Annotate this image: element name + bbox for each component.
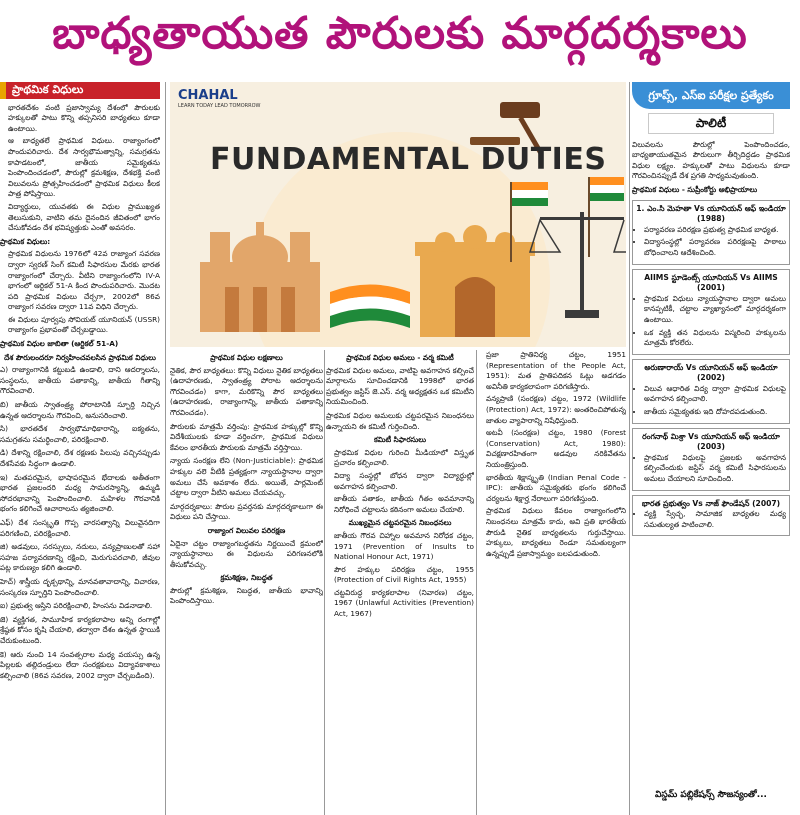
- list-item: • భారతదేశం వంటి ప్రజాస్వామ్య దేశంలో పౌరులకు హక్కులతో పాటు కొన్ని తప్పనిసరి బాధ్యతలు కూడా ఉంటాయి.: [8, 103, 160, 135]
- list-item: • ప్రాథమిక విధులు కేవలం రాజ్యాంగంలోని నిబంధనలు మాత్రమే కాదు, అవి ప్రతి భారతీయ పౌరుడి నైతిక బాధ్యతలను గుర్తుచేస్తాయి. హక్కులు, బాధ్యతలు రెండూ సమతుల్యంగా ఉన్నప్పుడే ప్రజాస్వామ్యం బలపడుతుంది.: [486, 506, 626, 559]
- list-item: • ప్రాథమిక విధులు న్యాయస్థానాల ద్వారా అమలు కానప్పటికీ, చట్టాల వ్యాఖ్యానంలో మార్గదర్శకంగా ఉంటాయి.: [644, 294, 786, 326]
- list-item: • విలువ ఆధారిత విద్య ద్వారా ప్రాథమిక విధులపై అవగాహన కల్పించాలి.: [644, 384, 786, 405]
- subheading: ప్రాథమిక విధుల జాబితా (ఆర్టికల్ 51-A): [0, 339, 119, 349]
- duty-item: డి) దేశాన్ని రక్షించాలి, దేశ రక్షణకు పిలుపు వచ్చినప్పుడు దేశసేవకు సిద్ధంగా ఉండాలి.: [0, 448, 160, 468]
- duty-item: ఎ) రాజ్యాంగానికి కట్టుబడి ఉండాలి, దాని ఆదర్శాలను, సంస్థలను, జాతీయ పతాకాన్ని, జాతీయ గీతాన్ని గౌరవించాలి.: [0, 365, 160, 396]
- paragraph: మార్గదర్శకాలు: పౌరుల ప్రవర్తనకు మార్గదర్శకాలుగా ఈ విధులు పని చేస్తాయి.: [170, 501, 323, 522]
- case-box: [632, 428, 790, 491]
- acts-list-continued: [478, 350, 626, 559]
- subheading: రాజ్యాంగ విలువల పరిరక్షణ: [207, 525, 286, 535]
- subheading: ప్రాథమిక విధులు:: [0, 236, 51, 246]
- paragraph: విలువలను పౌరుల్లో పెంపొందించడం, బాధ్యతాయుతమైన పౌరులుగా తీర్చిదిద్దడం ప్రాథమిక విధుల లక్ష్యం. హక్కులతో పాటు విధులను కూడా గౌరవించినప్పుడే దేశ ప్రగతి సాధ్యమవుతుంది.: [632, 139, 790, 181]
- recommendation-list: [326, 448, 474, 516]
- case-box: [632, 359, 790, 424]
- list-item: • ప్రాథమిక విధులపై ప్రజలకు అవగాహన కల్పించేందుకు జస్టిస్ వర్మ కమిటీ సిఫారసులను అమలు చేయాలని సూచించింది.: [644, 453, 786, 485]
- paragraph: నైతిక, పౌర బాధ్యతలు: కొన్ని విధులు నైతిక బాధ్యతలు (ఉదాహరణకు, స్వాతంత్ర్య పోరాట ఆదర్శాలను గౌరవించడం) కాగా, మరికొన్ని పౌర బాధ్యతలు (ఉదాహరణకు, రాజ్యాంగాన్ని, జాతీయ పతాకాన్ని గౌరవించడం).: [170, 365, 323, 417]
- list-item: • చట్టవిరుద్ధ కార్యకలాపాల (నివారణ) చట్టం, 1967 (Unlawful Activities (Prevention) Act, 1967): [334, 588, 474, 620]
- publisher-logo: CHAHAL LEARN TODAY LEAD TOMORROW: [178, 88, 261, 109]
- banner-illustration: [170, 82, 626, 347]
- list-item: • పర్యావరణ పరిరక్షణ ప్రభుత్వ ప్రాథమిక బాధ్యత.: [644, 225, 786, 236]
- list-item: • ప్రాథమిక విధులను 1976లో 42వ రాజ్యాంగ సవరణ ద్వారా స్వరణ్ సింగ్ కమిటీ సిఫారసుల మేరకు భారత రాజ్యాంగంలో చేర్చారు. వీటిని రాజ్యాంగంలోని IV-A భాగంలో ఆర్టికల్ 51-A కింద పొందుపరిచారు. మొదట పది ప్రాథమిక విధులు చేర్చగా, 2002లో 86వ రాజ్యాంగ సవరణ ద్వారా 11వ విధిని చేర్చారు.: [8, 249, 160, 313]
- subheading: ముఖ్యమైన చట్టపరమైన నిబంధనలు: [348, 518, 452, 528]
- duty-item: జి) అడవులు, సరస్సులు, నదులు, వన్యప్రాణులతో సహా సహజ పర్యావరణాన్ని రక్షించి, మెరుగుపరచాలి, జీవుల పట్ల కారుణ్యం కలిగి ఉండాలి.: [0, 542, 160, 573]
- middle-column-2: [326, 350, 474, 815]
- list-item: • అటవీ (సంరక్షణ) చట్టం, 1980 (Forest (Conservation) Act, 1980): విచక్షణారహితంగా అడవుల నరికివేతను నియంత్రిస్తుంది.: [486, 428, 626, 470]
- exam-special-box: గ్రూప్స్, ఎస్ఐ పరీక్షల ప్రత్యేకం: [632, 82, 790, 109]
- paragraph: న్యాయ సంరక్షణ లేని (Non-Justiciable): ప్రాథమిక హక్కుల వలె వీటికి ప్రత్యక్షంగా న్యాయస్థానాల ద్వారా అమలు చేసే అవకాశం లేదు. అయితే, పార్లమెంట్ చట్టాల ద్వారా వీటిని అమలు చేయవచ్చు.: [170, 456, 323, 498]
- subheading: క్రమశిక్షణ, నిబద్ధత: [220, 573, 273, 583]
- subheading: ప్రాథమిక విధుల అమలు - వర్మ కమిటీ: [346, 353, 454, 362]
- duty-item: సి) భారతదేశ సార్వభౌమాధికారాన్ని, ఐక్యతను, సమగ్రతను సమర్థించాలి, పరిరక్షించాలి.: [0, 424, 160, 444]
- subheading: ప్రాథమిక విధులు - సుప్రీంకోర్టు అభిప్రాయాలు: [632, 184, 758, 194]
- section-title: ప్రాథమిక విధులు: [0, 82, 160, 99]
- duty-item: హెచ్) శాస్త్రీయ దృక్పథాన్ని, మానవతావాదాన్ని, విచారణ, సంస్కరణ స్ఫూర్తిని పెంపొందించాలి.: [0, 576, 160, 597]
- column-divider: [165, 82, 166, 815]
- duty-item: జె) వ్యక్తిగత, సామూహిక కార్యకలాపాల అన్ని రంగాల్లో శ్రేష్ఠత కోసం కృషి చేయాలి, తద్వారా దేశం ఉన్నత స్థాయికి చేరుకుంటుంది.: [0, 614, 160, 645]
- list-item: • జాతీయ సమైక్యతకు ఇది దోహదపడుతుంది.: [644, 407, 786, 418]
- credit-line: విస్డమ్ పబ్లికేషన్స్ సౌజన్యంతో...: [655, 790, 767, 800]
- acts-list: [326, 531, 474, 620]
- subheading-intro: దేశ పౌరులందరూ నిర్వహించవలసిన ప్రాథమిక విధులు: [4, 352, 156, 362]
- paragraph: పౌరులకు మాత్రమే వర్తింపు: ప్రాథమిక హక్కుల్లో కొన్ని విదేశీయులకు కూడా వర్తించగా, ప్రాథమిక విధులు కేవలం భారతీయ పౌరులకు మాత్రమే వర్తిస్తాయి.: [170, 421, 323, 452]
- list-item: • ఆ బాధ్యతలే ప్రాథమిక విధులు. రాజ్యాంగంలో పొందుపరిచారు. దేశ సార్వభౌమత్వాన్ని, సమగ్రతను కాపాడటంలో, జాతీయ సమైక్యతను పెంపొందించడంలో, పౌరుల్లో క్రమశిక్షణ, దేశభక్తి వంటి విలువలను ప్రోత్సహించడంలో ప్రాథమిక విధులు కీలక పాత్ర పోషిస్తాయి.: [8, 136, 160, 200]
- duty-item: ఎఫ్) దేశ సంస్కృతి గొప్ప వారసత్వాన్ని విలువైనదిగా పరిగణించి, పరిరక్షించాలి.: [0, 517, 160, 538]
- list-item: • జాతీయ పతాకం, జాతీయ గీతం అవమానాన్ని నిరోధించే చట్టాలను కఠినంగా అమలు చేయాలి.: [334, 494, 474, 515]
- case-title: భారత ప్రభుత్వం Vs నాజ్ ఫౌండేషన్ (2007): [641, 498, 781, 508]
- paragraph: ప్రాథమిక విధుల అమలు, వాటిపై అవగాహన కల్పించే మార్గాలను సూచించడానికి 1998లో భారత ప్రభుత్వం జస్టిస్ జె.ఎస్. వర్మ అధ్యక్షతన ఒక కమిటీని నియమించింది.: [326, 365, 474, 407]
- case-box: [632, 495, 790, 537]
- list-item: • ఈ విధులు పూర్వపు సోవియట్ యూనియన్ (USSR) రాజ్యాంగం ప్రభావంతో చేర్చబడ్డాయి.: [8, 315, 160, 336]
- list-item: • భారతీయ శిక్షాస్మృతి (Indian Penal Code - IPC): జాతీయ సమైక్యతకు భంగం కలిగించే చర్యలను శిక్షార్హ నేరాలుగా పరిగణిస్తుంది.: [486, 473, 626, 505]
- banner-title: FUNDAMENTAL DUTIES: [210, 142, 607, 177]
- case-box: [632, 269, 790, 355]
- list-item: • విద్యార్థులు, యువతకు ఈ విధుల ప్రాముఖ్యత తెలుసుకుని, వాటిని తమ దైనందిన జీవితంలో భాగం చేసుకోవడం దేశ భవిష్యత్తుకు ఎంతో అవసరం.: [8, 202, 160, 234]
- duty-item: బి) జాతీయ స్వాతంత్ర్య పోరాటానికి స్ఫూర్తి నిచ్చిన ఉన్నత ఆదర్శాలను గౌరవించి, అనుసరించాలి.: [0, 400, 160, 420]
- column-divider: [476, 350, 477, 815]
- intro-list: [0, 103, 160, 234]
- case-box: [632, 200, 790, 265]
- duty-item: ఐ) ప్రభుత్వ ఆస్తిని పరిరక్షించాలి, హింసను విడనాడాలి.: [0, 601, 153, 611]
- paragraph: ప్రాథమిక విధుల అమలుకు చట్టపరమైన నిబంధనలు ఉన్నాయని ఈ కమిటీ గుర్తించింది.: [326, 410, 474, 431]
- subject-label: పాలిటీ: [648, 113, 774, 134]
- duty-item: కె) ఆరు నుంచి 14 సంవత్సరాల మధ్య వయస్సు ఉన్న పిల్లలకు తల్లిదండ్రులు లేదా సంరక్షకులు విద్యావకాశాలు కల్పించాలి (86వ సవరణ, 2002 ద్వారా చేర్చబడింది).: [0, 649, 160, 680]
- paragraph: ఏదైనా చట్టం రాజ్యాంగబద్ధతను నిర్ణయించే క్రమంలో న్యాయస్థానాలు ఈ విధులను పరిగణనలోకి తీసుకోవచ్చు.: [170, 538, 323, 569]
- middle-column-1: [170, 350, 323, 815]
- banner-image: [170, 82, 626, 347]
- paragraph: పౌరుల్లో క్రమశిక్షణ, నిబద్ధత, జాతీయ భావాన్ని పెంపొందిస్తాయి.: [170, 585, 323, 606]
- list-item: • విద్యాసంస్థల్లో పర్యావరణ పరిరక్షణపై పాఠాలు బోధించాలని ఆదేశించింది.: [644, 237, 786, 258]
- subheading: కమిటీ సిఫారసులు: [373, 435, 427, 445]
- list-item: • ఒక వ్యక్తి తన విధులను విస్మరించి హక్కులను మాత్రమే కోరలేరు.: [644, 328, 786, 349]
- subheading: ప్రాథమిక విధుల లక్షణాలు: [210, 353, 283, 362]
- headline: బాధ్యతాయుత పౌరులకు మార్గదర్శకాలు: [52, 8, 748, 59]
- case-title: అరుణారాయ్ Vs యూనియన్ ఆఫ్ ఇండియా (2002): [644, 362, 778, 383]
- origin-list: [0, 249, 160, 336]
- column-divider: [629, 82, 630, 815]
- middle-column-3: [478, 350, 626, 815]
- column-divider: [324, 350, 325, 815]
- list-item: • జాతీయ గౌరవ చిహ్నాల అవమాన నిరోధక చట్టం, 1971 (Prevention of Insults to National Honour Act, 1971): [334, 531, 474, 563]
- list-item: • పౌర హక్కుల పరిరక్షణ చట్టం, 1955 (Protection of Civil Rights Act, 1955): [334, 565, 474, 586]
- right-column: [632, 82, 790, 815]
- list-item: • వన్యప్రాణి (సంరక్షణ) చట్టం, 1972 (Wildlife (Protection) Act, 1972): అంతరించిపోతున్న జాతుల వ్యాపారాన్ని నిషేధిస్తుంది.: [486, 394, 626, 426]
- left-column: [0, 82, 160, 815]
- case-title: AIIMS స్టూడెంట్స్ యూనియన్ Vs AIIMS (2001): [644, 272, 778, 293]
- list-item: • విద్యా సంస్థల్లో బోధన ద్వారా విద్యార్థుల్లో అవగాహన కల్పించాలి.: [334, 471, 474, 492]
- list-item: • ప్రజా ప్రాతినిధ్య చట్టం, 1951 (Representation of the People Act, 1951): మత ప్రాతిపదికన ఓట్లు అడగడం అవినీతి కార్యకలాపంగా పరిగణిస్తారు.: [486, 350, 626, 392]
- case-title: రంగనాథ్ మిశ్రా Vs యూనియన్ ఆఫ్ ఇండియా (2003): [642, 431, 780, 452]
- list-item: • వ్యక్తి స్వేచ్ఛ, సామాజిక బాధ్యతల మధ్య సమతుల్యత పాటించాలి.: [644, 509, 786, 530]
- list-item: • ప్రాథమిక విధుల గురించి మీడియాలో విస్తృత ప్రచారం కల్పించాలి.: [334, 448, 474, 469]
- duty-item: ఇ) మతపరమైన, భాషాపరమైన భేదాలకు అతీతంగా భారత ప్రజలందరి మధ్య సామరస్యాన్ని, ఉమ్మడి సోదరభావాన్ని పెంపొందించాలి. మహిళల గౌరవానికి భంగం కలిగించే ఆచారాలను త్యజించాలి.: [0, 472, 160, 514]
- case-title: 1. ఎం.సి మెహతా Vs యూనియన్ ఆఫ్ ఇండియా (1988): [636, 203, 786, 224]
